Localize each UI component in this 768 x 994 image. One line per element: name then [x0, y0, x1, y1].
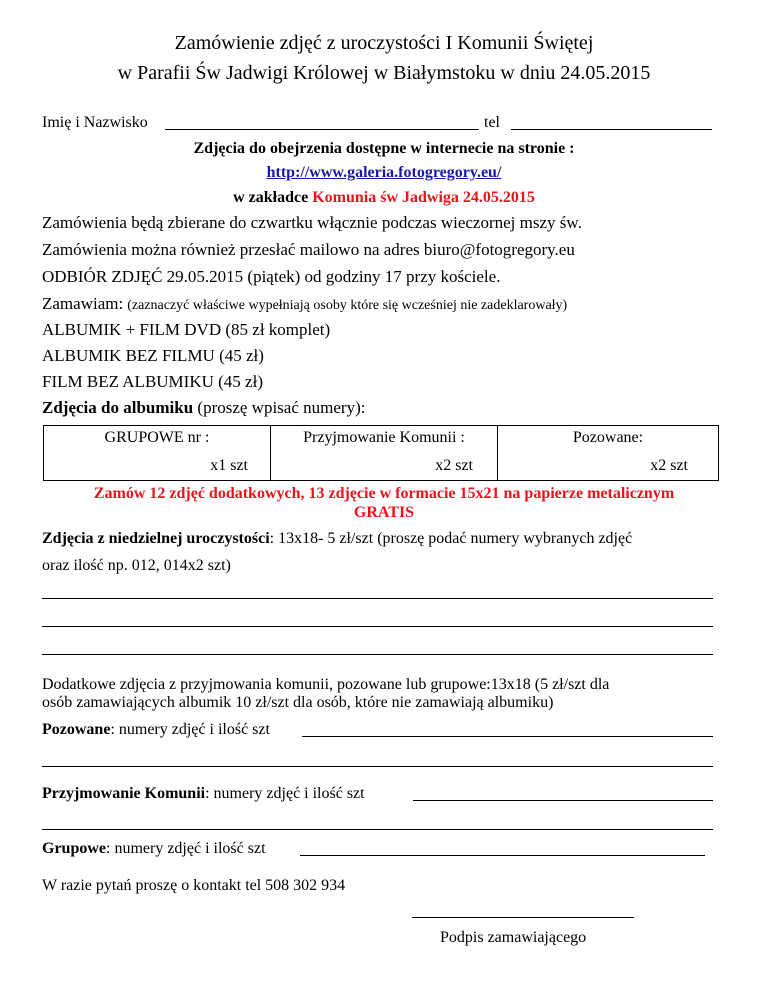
order-option-3[interactable]: FILM BEZ ALBUMIKU (45 zł) [42, 372, 263, 391]
promo-line-2: GRATIS [353, 504, 415, 521]
album-cell-przyjmowanie[interactable] [271, 426, 498, 481]
pozowane-field-line-2[interactable] [42, 766, 713, 767]
name-field[interactable] [165, 129, 479, 130]
przyjmowanie-field-line-2[interactable] [42, 829, 713, 830]
album-col-head: GRUPOWE nr : [104, 429, 210, 446]
gallery-link[interactable]: http://www.galeria.fotogregory.eu/ [266, 164, 502, 181]
order-option-1[interactable]: ALBUMIK + FILM DVD (85 zł komplet) [42, 320, 331, 339]
name-label: Imię i Nazwisko [42, 114, 148, 131]
album-col-head: Przyjmowanie Komunii : [303, 429, 465, 446]
order-label: Zamawiam: [42, 294, 124, 313]
pozowane-label-bold: Pozowane [42, 721, 111, 738]
grupowe-label-rest: : numery zdjęć i ilość szt [106, 840, 266, 857]
album-cell-grupowe[interactable] [44, 426, 271, 481]
signature-label: Podpis zamawiającego [440, 929, 587, 946]
extra-line-1: Dodatkowe zdjęcia z przyjmowania komunii, pozowane lub grupowe:13x18 (5 zł/szt dla [42, 676, 610, 693]
extra-line-2: osób zamawiających albumik 10 zł/szt dla osób, które nie zamawiają albumiku) [42, 694, 554, 711]
sunday-answer-line-1[interactable] [42, 598, 713, 599]
sunday-label-bold: Zdjęcia z niedzielnej uroczystości [42, 530, 270, 547]
tel-label: tel [484, 114, 500, 131]
tel-field[interactable] [511, 129, 712, 130]
sunday-answer-line-2[interactable] [42, 626, 713, 627]
przyjmowanie-field[interactable] [413, 800, 713, 801]
album-label-bold: Zdjęcia do albumiku [42, 398, 194, 417]
gallery-heading: Zdjęcia do obejrzenia dostępne w internecie na stronie : [193, 140, 575, 157]
sunday-label-rest: : 13x18- 5 zł/szt (proszę podać numery wybranych zdjęć [269, 530, 633, 547]
info-line-3: ODBIÓR ZDJĘĆ 29.05.2015 (piątek) od godziny 17 przy kościele. [42, 267, 501, 286]
info-line-2: Zamówienia można również przesłać mailowo na adres biuro@fotogregory.eu [42, 240, 575, 259]
pozowane-label-rest: : numery zdjęć i ilość szt [110, 721, 270, 738]
order-note: (zaznaczyć właściwe wypełniają osoby które się wcześniej nie zadeklarowały) [127, 298, 568, 313]
przyjmowanie-label-bold: Przyjmowanie Komunii [42, 785, 206, 802]
album-col-head: Pozowane: [572, 429, 644, 446]
album-col-qty: x2 szt [435, 457, 473, 474]
grupowe-label-bold: Grupowe [42, 840, 106, 857]
album-cell-pozowane[interactable] [498, 426, 719, 481]
title-line-2: w Parafii Św Jadwigi Królowej w Białymstoku w dniu 24.05.2015 [117, 62, 651, 84]
pozowane-field[interactable] [302, 736, 713, 737]
info-line-1: Zamówienia będą zbierane do czwartku włącznie podczas wieczornej mszy św. [42, 213, 582, 232]
gallery-tab-name: Komunia św Jadwiga 24.05.2015 [312, 189, 535, 206]
sunday-answer-line-3[interactable] [42, 654, 713, 655]
album-table [43, 425, 719, 481]
sunday-line-2: oraz ilość np. 012, 014x2 szt) [42, 557, 231, 574]
promo-line-1: Zamów 12 zdjęć dodatkowych, 13 zdjęcie w formacie 15x21 na papierze metalicznym [93, 485, 675, 502]
order-option-2[interactable]: ALBUMIK BEZ FILMU (45 zł) [42, 346, 264, 365]
album-col-qty: x2 szt [650, 457, 688, 474]
title-line-1: Zamówienie zdjęć z uroczystości I Komunii Świętej [174, 32, 594, 54]
przyjmowanie-label-rest: : numery zdjęć i ilość szt [205, 785, 365, 802]
grupowe-field[interactable] [300, 855, 705, 856]
album-label-rest: (proszę wpisać numery): [193, 398, 366, 417]
album-col-qty: x1 szt [210, 457, 248, 474]
signature-line[interactable] [412, 917, 634, 918]
contact-line: W razie pytań proszę o kontakt tel 508 302 934 [42, 877, 346, 894]
gallery-tab-prefix: w zakładce [233, 189, 309, 206]
